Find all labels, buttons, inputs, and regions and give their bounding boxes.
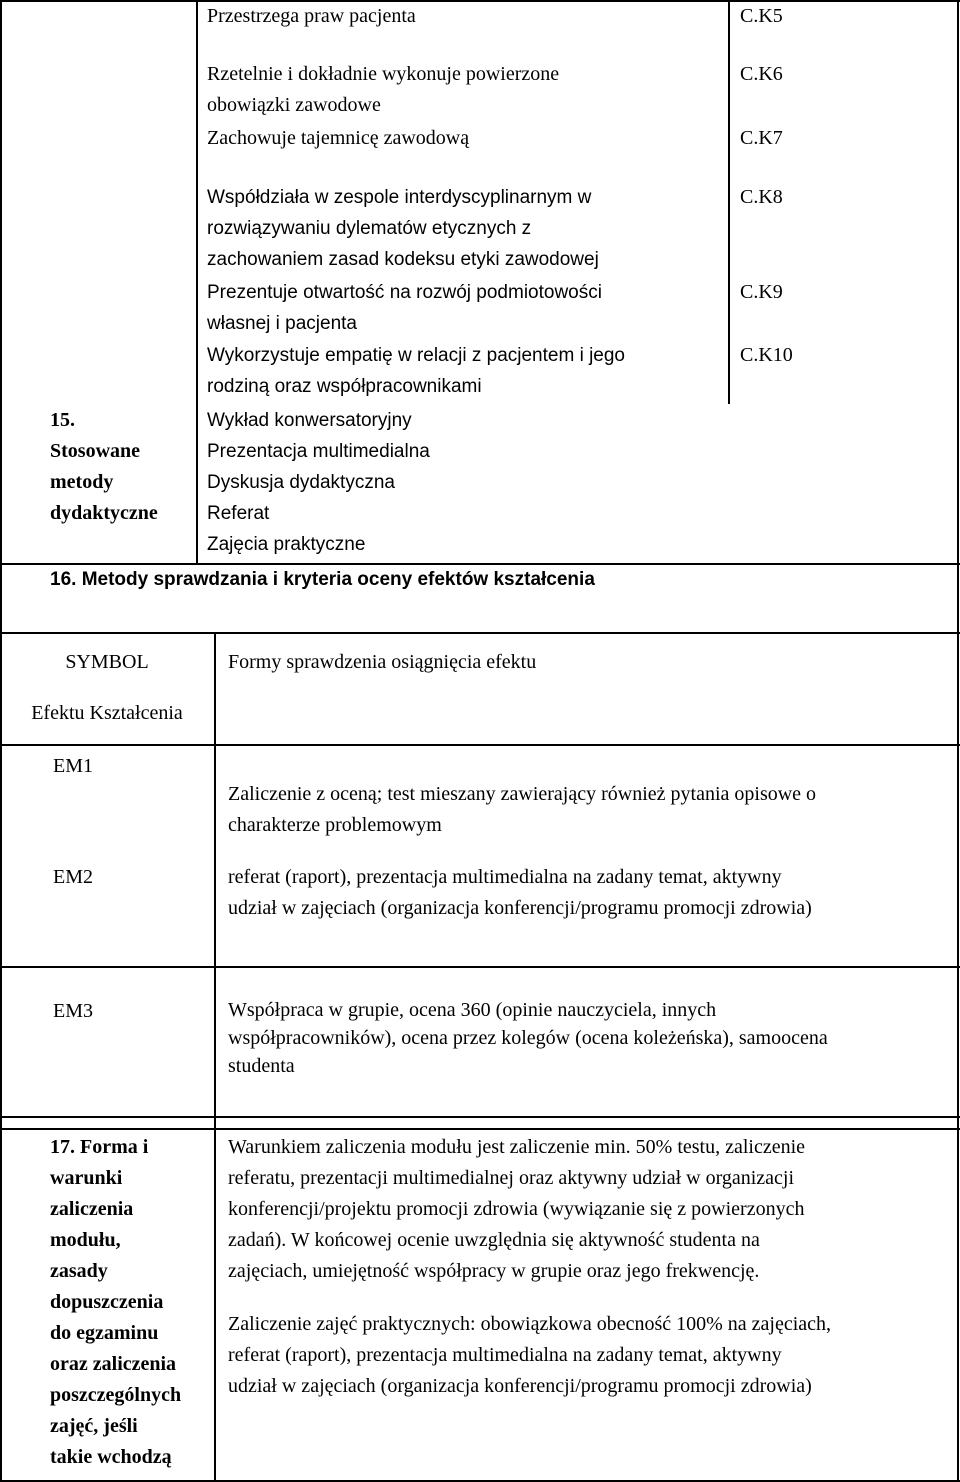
competence-code: C.K5: [740, 5, 783, 27]
teaching-method: Wykład konwersatoryjny: [207, 410, 412, 431]
divider-after-em2: [0, 966, 960, 968]
teaching-method: Dyskusja dydaktyczna: [207, 472, 395, 493]
section17-label-line: 17. Forma i: [50, 1136, 149, 1158]
paragraph-line: Warunkiem zaliczenia modułu jest zaliczenie min. 50% testu, zaliczenie: [228, 1136, 806, 1158]
competence-text: własnej i pacjenta: [207, 313, 357, 334]
competence-code: C.K6: [740, 63, 783, 85]
teaching-method: Prezentacja multimedialna: [207, 441, 430, 462]
paragraph-line: referat (raport), prezentacja multimedialna na zadany temat, aktywny: [228, 1344, 782, 1366]
section15-label-line: Stosowane: [50, 440, 141, 462]
competence-code: C.K8: [740, 186, 783, 208]
divider-col1-top: [196, 0, 198, 564]
border-right: [957, 0, 959, 1482]
divider-code-col: [728, 0, 730, 404]
competence-text: Wykorzystuje empatię w relacji z pacjentem i jego: [207, 345, 625, 366]
row-forms-em1: [228, 779, 816, 841]
section15-label-line: 15.: [50, 409, 75, 431]
section15-label-line: dydaktyczne: [50, 502, 158, 524]
header-symbol-sub-text: Efektu Kształcenia: [31, 702, 183, 724]
section17-paragraph-2: [228, 1309, 831, 1402]
paragraph-line: konferencji/projektu promocji zdrowia (wywiązanie się z powierzonych: [228, 1198, 805, 1220]
competence-text: obowiązki zawodowe: [207, 94, 381, 116]
row-forms-line: studenta: [228, 1055, 295, 1077]
section17-label-line: poszczególnych: [50, 1384, 182, 1406]
section17-paragraph-1: [228, 1132, 805, 1287]
border-left: [0, 0, 2, 1482]
competence-ck6: [207, 59, 559, 121]
competence-ck10: [207, 340, 625, 402]
competence-ck8: [207, 182, 599, 275]
row-symbol-em2: EM2: [53, 866, 93, 888]
row-symbol-em3: EM3: [53, 1000, 93, 1022]
row-forms-line: Zaliczenie z oceną; test mieszany zawierający również pytania opisowe o: [228, 783, 817, 805]
teaching-method: Zajęcia praktyczne: [207, 534, 366, 555]
section15-label-line: metody: [50, 471, 114, 493]
divider-assessment-col: [214, 632, 216, 1482]
teaching-method: Referat: [207, 503, 270, 524]
section17-label-line: dopuszczenia: [50, 1291, 164, 1313]
section17-label-line: do egzaminu: [50, 1322, 159, 1344]
competence-text: Rzetelnie i dokładnie wykonuje powierzone: [207, 63, 560, 85]
section16-title: 16. Metody sprawdzania i kryteria oceny efektów kształcenia: [50, 569, 595, 590]
header-symbol: [0, 647, 214, 678]
section17-label-line: zaliczenia: [50, 1198, 134, 1220]
competence-code: C.K9: [740, 281, 783, 303]
border-top: [0, 0, 960, 2]
section15-label: [50, 405, 158, 529]
competence-text: Zachowuje tajemnicę zawodową: [207, 127, 470, 149]
competence-text: zachowaniem zasad kodeksu etyki zawodowej: [207, 249, 599, 270]
header-forms: Formy sprawdzenia osiągnięcia efektu: [228, 651, 537, 673]
competence-ck9: [207, 277, 602, 339]
competence-text: rodziną oraz współpracownikami: [207, 376, 482, 397]
divider-header-row: [0, 744, 960, 746]
competence-text: Prezentuje otwartość na rozwój podmiotowości: [207, 282, 602, 303]
row-forms-line: charakterze problemowym: [228, 814, 442, 836]
competence-text: Współdziała w zespole interdyscyplinarnym w: [207, 187, 592, 208]
section17-label-line: takie wchodzą: [50, 1446, 172, 1468]
divider-before-assessment: [0, 632, 960, 634]
section17-label-line: zasady: [50, 1260, 108, 1282]
divider-before-section17: [0, 1128, 960, 1130]
section17-label-line: zajęć, jeśli: [50, 1415, 138, 1437]
section17-label-line: warunki: [50, 1167, 123, 1189]
competence-ck5: [207, 1, 416, 32]
row-forms-line: Współpraca w grupie, ocena 360 (opinie nauczyciela, innych: [228, 999, 717, 1021]
divider-after-em3: [0, 1116, 960, 1118]
paragraph-line: referatu, prezentacji multimedialnej oraz aktywny udział w organizacji: [228, 1167, 795, 1189]
row-forms-em2: [228, 862, 812, 924]
row-symbol-em1: EM1: [53, 755, 93, 777]
paragraph-line: udział w zajęciach (organizacja konferencji/programu promocji zdrowia): [228, 1375, 812, 1397]
paragraph-line: Zaliczenie zajęć praktycznych: obowiązkowa obecność 100% na zajęciach,: [228, 1313, 832, 1335]
section17-label-line: modułu,: [50, 1229, 121, 1251]
competence-ck7: [207, 123, 469, 154]
competence-text: Przestrzega praw pacjenta: [207, 5, 416, 27]
row-forms-line: współpracowników), ocena przez kolegów (ocena koleżeńska), samoocena: [228, 1027, 828, 1049]
row-forms-line: udział w zajęciach (organizacja konferencji/programu promocji zdrowia): [228, 897, 812, 919]
section17-label-line: oraz zaliczenia: [50, 1353, 177, 1375]
header-symbol-text: SYMBOL: [65, 651, 149, 673]
paragraph-line: zadań). W końcowej ocenie uwzględnia się aktywność studenta na: [228, 1229, 760, 1251]
section17-label: [50, 1132, 181, 1473]
competence-code: C.K10: [740, 344, 793, 366]
teaching-methods-list: [207, 405, 430, 560]
row-forms-em3: [228, 996, 828, 1080]
competence-text: rozwiązywaniu dylematów etycznych z: [207, 218, 532, 239]
paragraph-line: zajęciach, umiejętność współpracy w grupie oraz jego frekwencję.: [228, 1260, 760, 1282]
competence-code: C.K7: [740, 127, 783, 149]
header-symbol-sub: [0, 698, 214, 729]
row-forms-line: referat (raport), prezentacja multimedialna na zadany temat, aktywny: [228, 866, 782, 888]
